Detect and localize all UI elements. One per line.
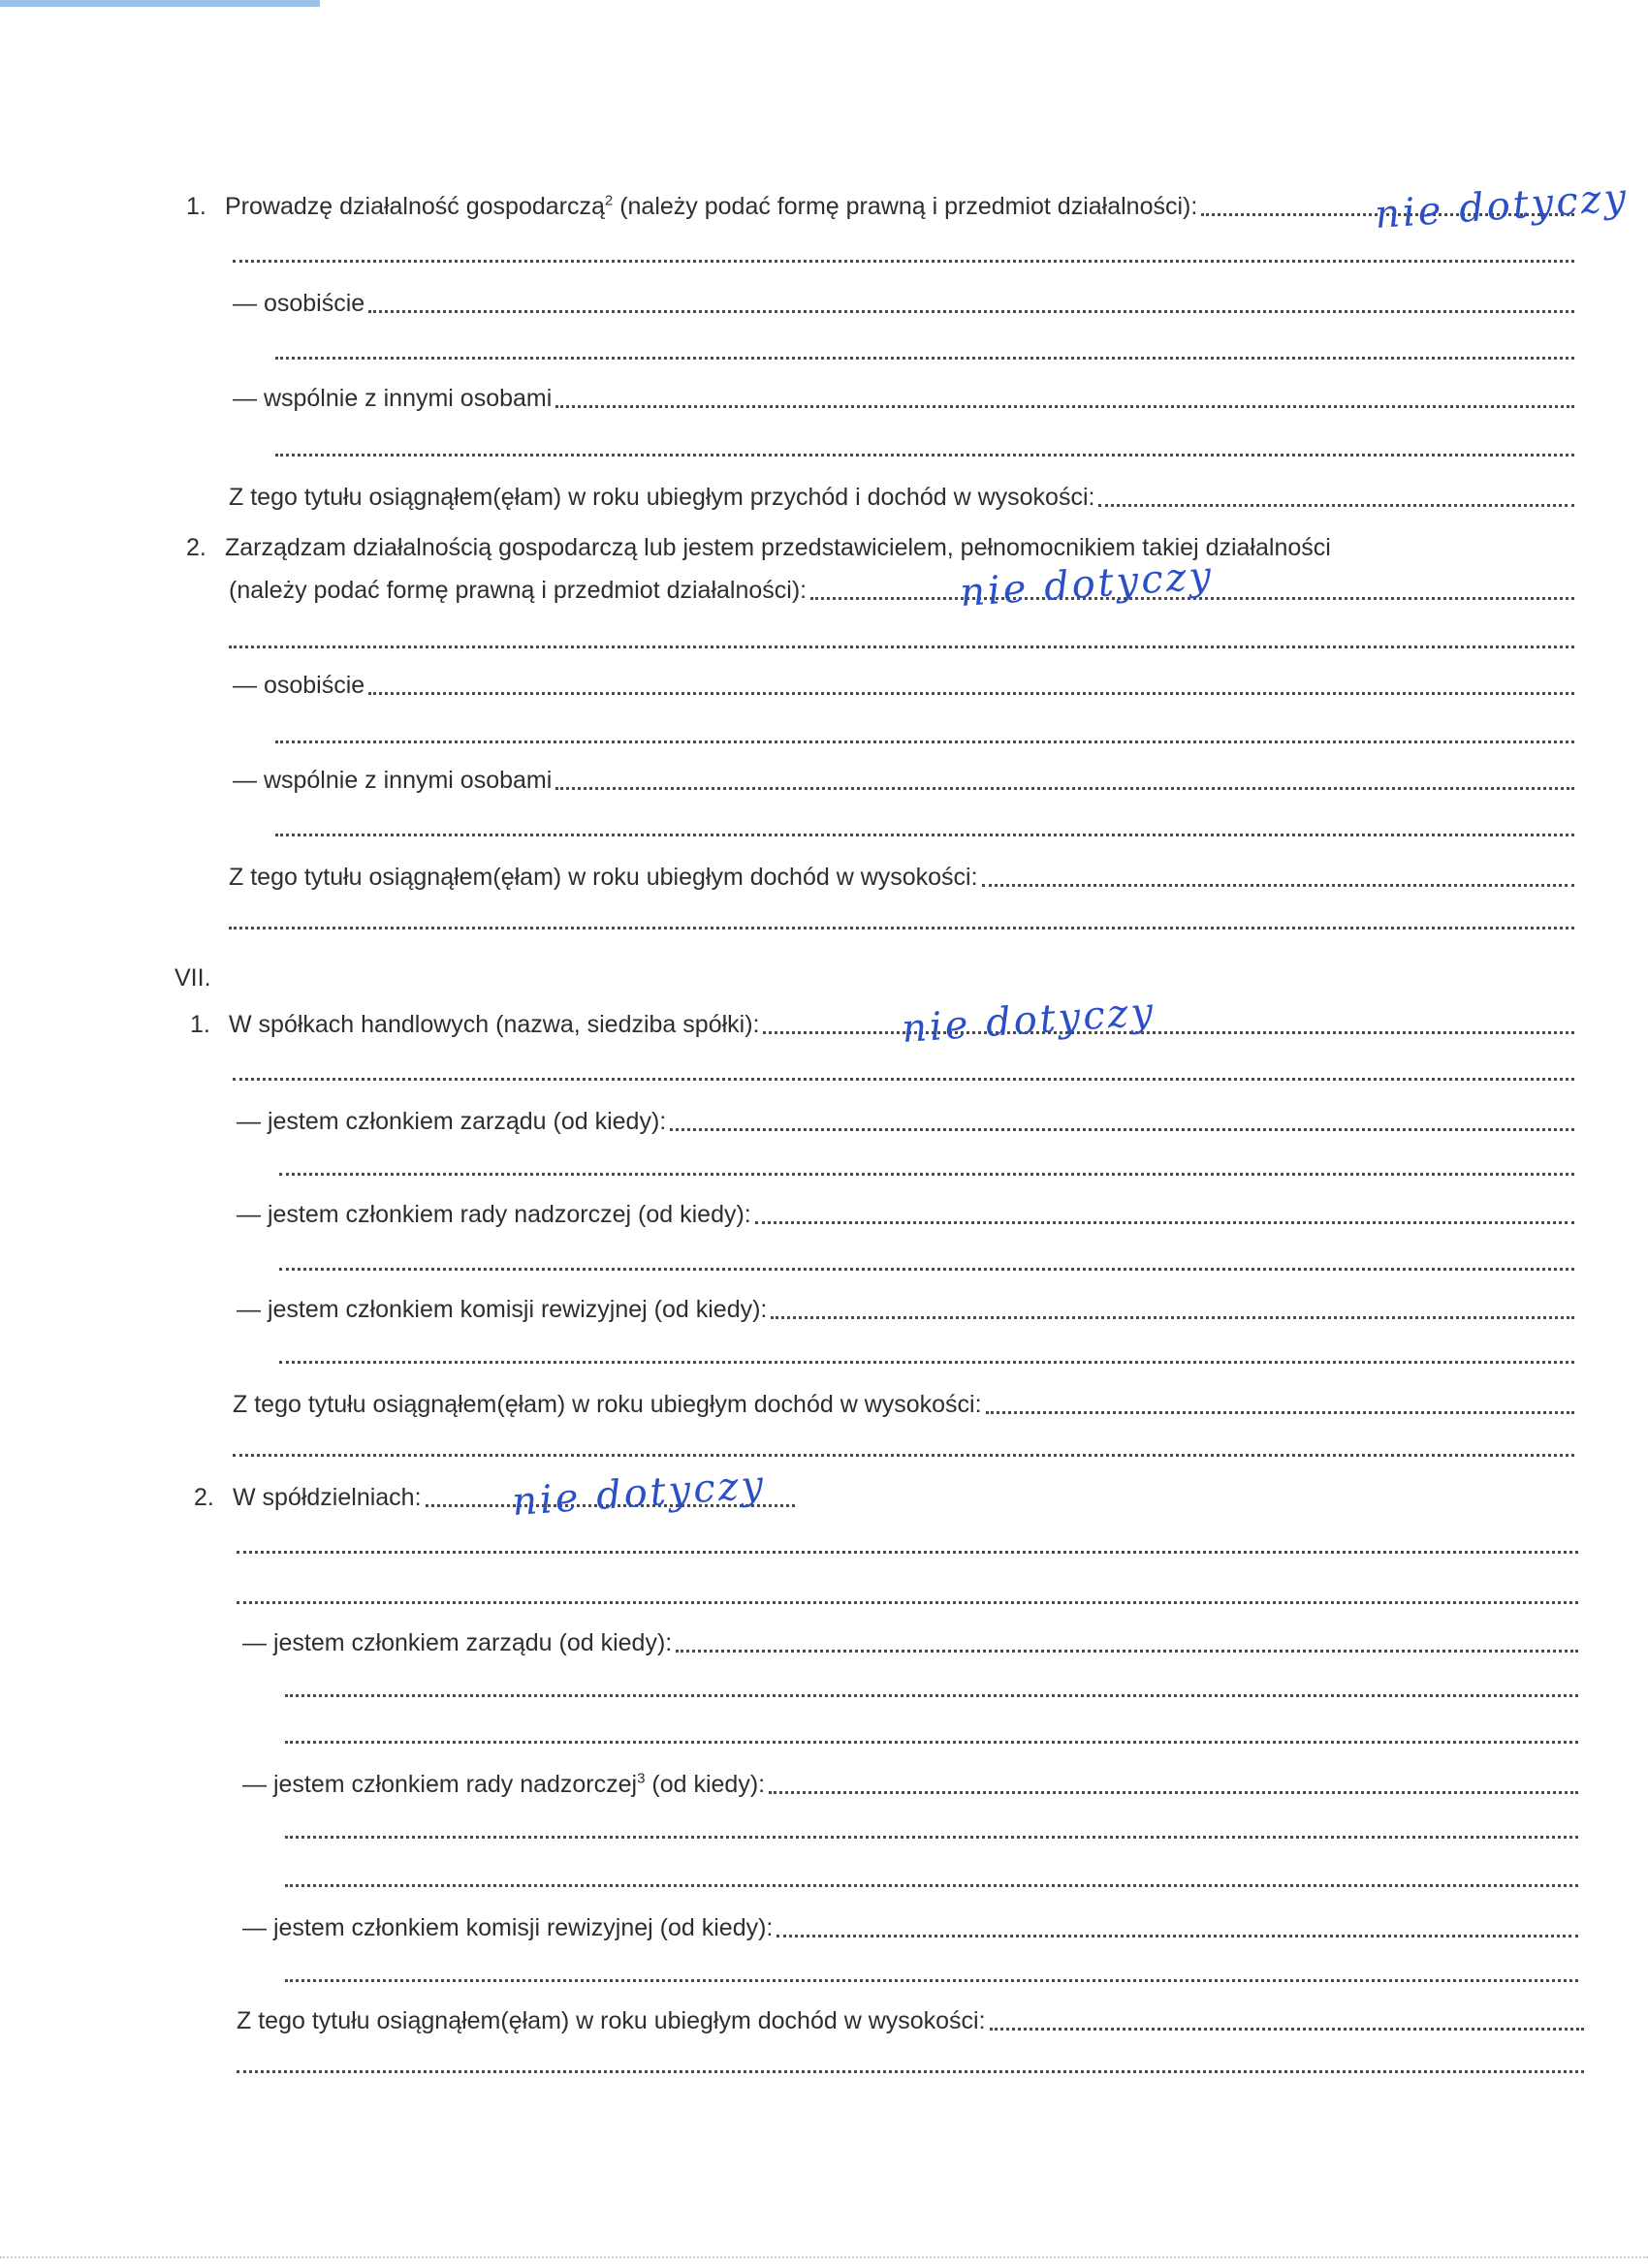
answer-line[interactable] (275, 740, 1574, 743)
answer-line[interactable] (233, 260, 1574, 263)
answer-line[interactable] (229, 646, 1574, 648)
companies-label: W spółkach handlowych (nazwa, siedziba spółki): (229, 1011, 760, 1038)
item-number: 2. (186, 534, 206, 561)
supervisory-row (242, 1768, 1578, 1801)
management-label-cont: (należy podać formę prawną i przedmiot działalności): (229, 577, 808, 604)
personal-row (233, 287, 1574, 320)
income-row (233, 1388, 1574, 1421)
answer-dots[interactable] (555, 781, 1574, 790)
income-label: Z tego tytułu osiągnąłem(ęłam) w roku ubiegłym dochód w wysokości: (237, 2007, 986, 2034)
answer-line[interactable] (285, 1694, 1578, 1697)
answer-dots[interactable] (763, 1025, 1574, 1034)
answer-dots[interactable] (769, 1785, 1578, 1794)
income-row (237, 2004, 1584, 2037)
income-label: Z tego tytułu osiągnąłem(ęłam) w roku ubiegłym dochód w wysokości: (233, 1391, 982, 1418)
joint-row (233, 764, 1574, 797)
audit-row (242, 1911, 1578, 1944)
handwritten-answer: nie dotyczy (1373, 174, 1631, 238)
supervisory-row (237, 1198, 1574, 1231)
item-number: 1. (190, 1011, 210, 1038)
answer-dots[interactable] (982, 878, 1574, 887)
answer-line[interactable] (275, 454, 1574, 457)
section-heading-row (174, 961, 368, 994)
answer-line[interactable] (229, 927, 1574, 929)
answer-line[interactable] (237, 1551, 1578, 1554)
answer-dots[interactable] (368, 304, 1574, 313)
answer-dots[interactable] (368, 686, 1574, 695)
handwritten-answer: nie dotyczy (900, 989, 1157, 1053)
answer-dots[interactable] (755, 1215, 1574, 1224)
income-row (229, 481, 1574, 514)
answer-line[interactable] (237, 2070, 1584, 2073)
answer-line[interactable] (285, 1741, 1578, 1744)
scan-edge-bottom (0, 2256, 1648, 2261)
personal-row (233, 669, 1574, 702)
board-label: — jestem członkiem zarządu (od kiedy): (242, 1629, 673, 1656)
joint-label: — wspólnie z innymi osobami (233, 385, 553, 412)
item-number: 2. (194, 1484, 214, 1511)
business-activity-row (186, 190, 1574, 223)
answer-line[interactable] (233, 1454, 1574, 1457)
management-row-2 (229, 574, 1574, 607)
board-label: — jestem członkiem zarządu (od kiedy): (237, 1108, 667, 1135)
answer-line[interactable] (279, 1361, 1574, 1364)
answer-dots[interactable] (771, 1310, 1574, 1319)
management-row (186, 531, 1574, 564)
board-row (242, 1626, 1578, 1659)
answer-line[interactable] (275, 357, 1574, 360)
management-label: Zarządzam działalnością gospodarczą lub jestem przedstawicielem, pełnomocnikiem takiej działalności (225, 534, 1331, 561)
answer-line[interactable] (233, 1078, 1574, 1081)
scan-edge-top (0, 0, 320, 7)
business-activity-label-cont: (należy podać formę prawną i przedmiot działalności): (613, 193, 1198, 220)
income-label: Z tego tytułu osiągnąłem(ęłam) w roku ubiegłym dochód w wysokości: (229, 864, 978, 891)
joint-row (233, 382, 1574, 415)
joint-label: — wspólnie z innymi osobami (233, 767, 553, 794)
answer-dots[interactable] (986, 1405, 1574, 1414)
answer-line[interactable] (285, 1979, 1578, 1982)
section-heading: VII. (174, 964, 211, 992)
answer-dots[interactable] (670, 1122, 1574, 1131)
personal-label: — osobiście (233, 290, 365, 317)
handwritten-answer: nie dotyczy (958, 552, 1216, 616)
business-activity-label: Prowadzę działalność gospodarczą (225, 193, 605, 220)
answer-line[interactable] (285, 1884, 1578, 1887)
income-label: Z tego tytułu osiągnąłem(ęłam) w roku ubiegłym przychód i dochód w wysokości: (229, 484, 1095, 511)
item-number: 1. (186, 193, 206, 220)
answer-line[interactable] (237, 1601, 1578, 1604)
cooperatives-label: W spółdzielniach: (233, 1484, 422, 1511)
footnote-ref: 3 (637, 1770, 646, 1787)
personal-label: — osobiście (233, 672, 365, 699)
audit-row (237, 1293, 1574, 1326)
answer-dots[interactable] (990, 2022, 1584, 2031)
audit-label: — jestem członkiem komisji rewizyjnej (od kiedy): (242, 1914, 774, 1941)
answer-line[interactable] (279, 1173, 1574, 1176)
answer-dots[interactable] (676, 1644, 1578, 1653)
answer-line[interactable] (275, 834, 1574, 836)
answer-dots[interactable] (555, 399, 1574, 408)
supervisory-label: — jestem członkiem rady nadzorczej (242, 1771, 638, 1798)
audit-label: — jestem członkiem komisji rewizyjnej (od kiedy): (237, 1296, 768, 1323)
supervisory-label: — jestem członkiem rady nadzorczej (od kiedy): (237, 1201, 751, 1228)
answer-dots[interactable] (776, 1929, 1578, 1937)
board-row (237, 1105, 1574, 1138)
footnote-ref: 2 (604, 192, 614, 209)
handwritten-answer: nie dotyczy (510, 1462, 768, 1526)
answer-line[interactable] (285, 1836, 1578, 1839)
income-row (229, 861, 1574, 894)
answer-dots[interactable] (1098, 498, 1574, 507)
companies-row (190, 1008, 1574, 1041)
answer-line[interactable] (279, 1268, 1574, 1271)
supervisory-label-end: (od kiedy): (645, 1771, 766, 1798)
